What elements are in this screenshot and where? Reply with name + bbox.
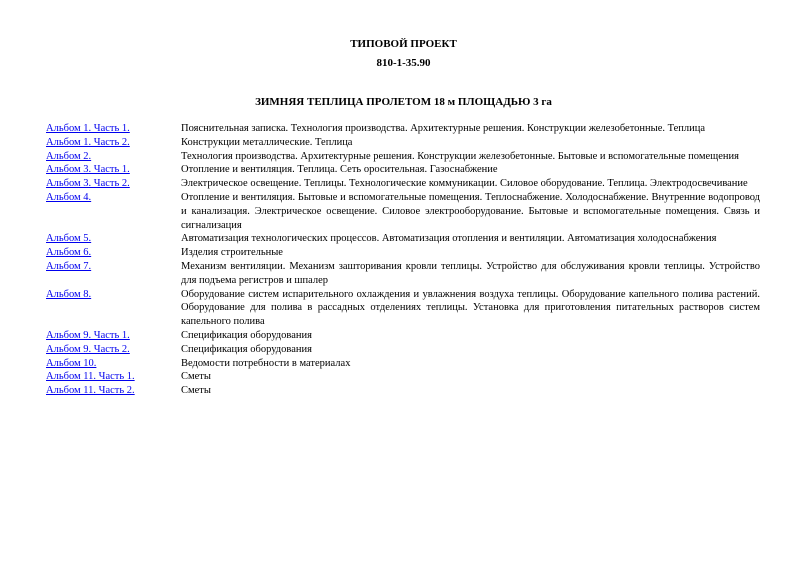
album-cell [46, 329, 181, 343]
album-link[interactable]: Альбом 9. Часть 2. [46, 343, 130, 355]
album-cell [46, 163, 181, 177]
doc-type-heading: ТИПОВОЙ ПРОЕКТ [350, 38, 457, 50]
album-cell [46, 122, 181, 136]
album-row [46, 384, 760, 398]
album-row [46, 122, 760, 136]
album-description: Автоматизация технологических процессов. Автоматизация отопления и вентиляции. Автоматизация холодоснабжения [181, 233, 717, 245]
album-link[interactable]: Альбом 3. Часть 2. [46, 178, 130, 190]
project-number: 810-1-35.90 [376, 57, 431, 69]
album-description: Отопление и вентиляция. Теплица. Сеть оросительная. Газоснабжение [181, 164, 498, 176]
album-row [46, 357, 760, 371]
album-link[interactable]: Альбом 1. Часть 1. [46, 123, 130, 134]
album-row [46, 246, 760, 260]
album-cell [46, 357, 181, 371]
album-link[interactable]: Альбом 10. [46, 357, 97, 369]
album-row [46, 329, 760, 343]
album-list [46, 122, 760, 398]
project-title: ЗИМНЯЯ ТЕПЛИЦА ПРОЛЕТОМ 18 м ПЛОЩАДЬЮ 3 га [255, 96, 552, 108]
album-row [46, 260, 760, 288]
album-description: Сметы [181, 371, 211, 383]
album-description: Спецификация оборудования [181, 343, 312, 355]
album-description: Ведомости потребности в материалах [181, 357, 351, 369]
album-description: Отопление и вентиляция. Бытовые и вспомогательные помещения. Теплоснабжение. Холодоснабжение. Внутренние водопровод и канализация. Электрическое освещение. Силовое электрооборудование. Бытовые и вспомогательные помещения. Связь и сигнализация [181, 191, 760, 231]
album-link[interactable]: Альбом 5. [46, 233, 92, 245]
album-cell [46, 191, 181, 232]
album-cell [46, 288, 181, 329]
album-row [46, 177, 760, 191]
album-list-body [46, 122, 760, 398]
album-row [46, 370, 760, 384]
album-cell [46, 370, 181, 384]
album-link[interactable]: Альбом 3. Часть 1. [46, 164, 130, 176]
album-link[interactable]: Альбом 8. [46, 288, 92, 300]
album-row [46, 136, 760, 150]
album-cell [46, 136, 181, 150]
album-description: Пояснительная записка. Технология производства. Архитектурные решения. Конструкции железобетонные. Теплица [181, 123, 706, 134]
album-link[interactable]: Альбом 11. Часть 1. [46, 371, 135, 383]
album-description: Механизм вентиляции. Механизм зашторивания кровли теплицы. Устройство для обслуживания кровли теплицы. Устройство для подъема регистров и шпалер [181, 260, 760, 286]
album-cell [46, 343, 181, 357]
album-row [46, 150, 760, 164]
album-description: Сметы [181, 385, 211, 397]
album-row [46, 191, 760, 232]
album-row [46, 163, 760, 177]
album-link[interactable]: Альбом 1. Часть 2. [46, 136, 130, 148]
album-cell [46, 150, 181, 164]
album-row [46, 288, 760, 329]
album-link[interactable]: Альбом 11. Часть 2. [46, 385, 135, 397]
album-cell [46, 384, 181, 398]
album-description: Технология производства. Архитектурные решения. Конструкции железобетонные. Бытовые и вспомогательные помещения [181, 150, 739, 162]
album-description: Электрическое освещение. Теплицы. Технологические коммуникации. Силовое оборудование. Теплица. Электродосвечивание [181, 178, 748, 190]
album-description: Оборудование систем испарительного охлаждения и увлажнения воздуха теплицы. Оборудование капельного полива растений. Оборудование для полива в рассадных отделениях теплицы. Установка для приготовления питательных растворов систем капельного полива [181, 288, 760, 328]
album-row [46, 343, 760, 357]
album-link[interactable]: Альбом 2. [46, 150, 92, 162]
album-description: Изделия строительные [181, 247, 283, 259]
album-link[interactable]: Альбом 7. [46, 260, 92, 272]
album-link[interactable]: Альбом 9. Часть 1. [46, 329, 130, 341]
album-cell [46, 246, 181, 260]
album-description: Спецификация оборудования [181, 329, 312, 341]
album-link[interactable]: Альбом 4. [46, 191, 92, 203]
album-link[interactable]: Альбом 6. [46, 247, 92, 259]
album-cell [46, 260, 181, 288]
album-cell [46, 232, 181, 246]
album-description: Конструкции металлические. Теплица [181, 136, 353, 148]
album-row [46, 232, 760, 246]
album-cell [46, 177, 181, 191]
